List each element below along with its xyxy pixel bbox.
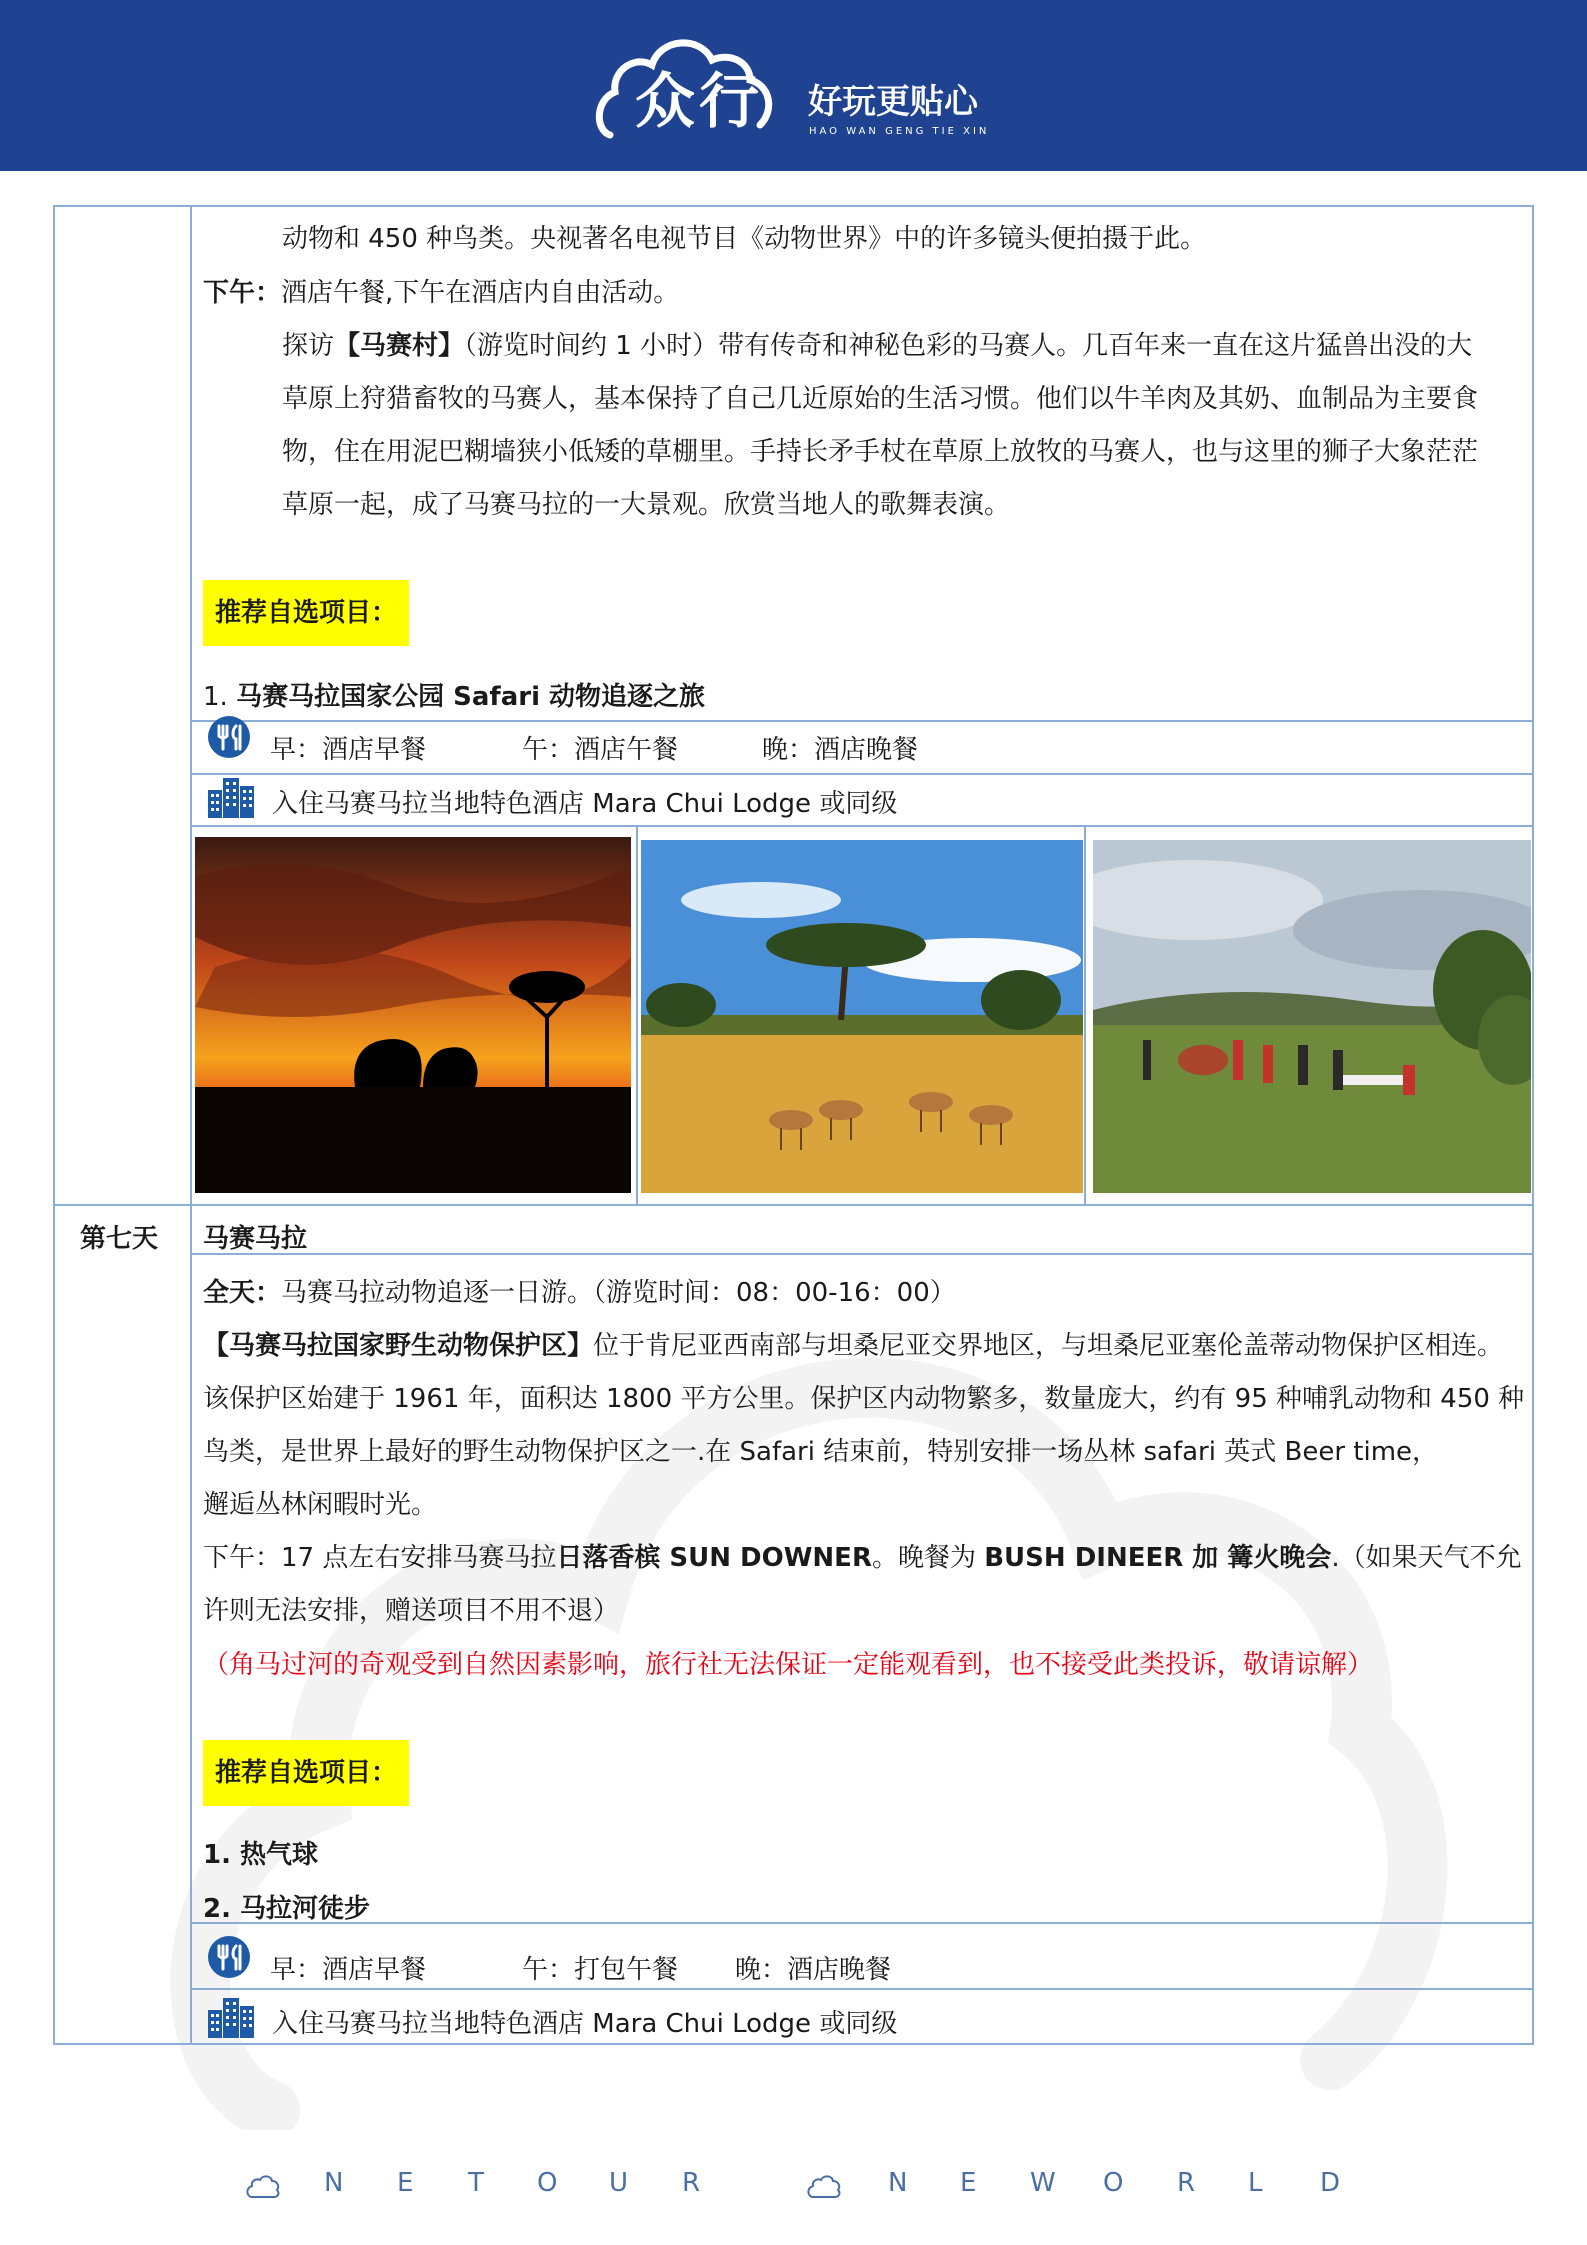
table-border-left	[53, 205, 55, 2045]
breakfast-text: 早：酒店早餐	[270, 1955, 427, 1985]
footer-letter: R	[682, 2168, 701, 2198]
hotel-building-icon	[206, 776, 256, 818]
row-line	[190, 1988, 1534, 1990]
page-header	[0, 0, 1587, 171]
day-place: 马赛马拉	[203, 1224, 308, 1254]
footer-letter: U	[609, 2168, 629, 2198]
row-line	[190, 1253, 1534, 1255]
footer-letter: L	[1248, 2168, 1263, 2198]
pm-mid: 。晚餐为	[871, 1543, 985, 1573]
footer-letter: O	[537, 2168, 558, 2198]
table-border-top	[53, 205, 1534, 207]
visit-prefix: 探访	[282, 331, 335, 361]
row-line	[190, 1922, 1534, 1924]
visit-line-1	[282, 329, 1472, 363]
reserve-line-2: 该保护区始建于 1961 年，面积达 1800 平方公里。保护区内动物繁多，数量庞大，约有 95 种哺乳动物和 450 种	[203, 1384, 1525, 1414]
maasai-village-title: 【马赛村】	[334, 331, 465, 361]
hotel-building-icon	[206, 1996, 256, 2038]
row-line	[190, 773, 1534, 775]
table-column-divider	[190, 205, 192, 2045]
photo-sunset-elephants	[195, 837, 631, 1193]
table-border-bottom	[53, 2043, 1534, 2045]
dinner-text: 晚：酒店晚餐	[735, 1955, 892, 1985]
footer-letter: E	[960, 2168, 977, 2198]
optional-title-highlight: 推荐自选项目：	[203, 1740, 409, 1806]
pm-prefix: 下午：17 点左右安排马赛马拉	[203, 1543, 557, 1573]
lunch-text: 午：打包午餐	[522, 1955, 679, 1985]
optional-item-2: 2. 马拉河徒步	[203, 1894, 371, 1924]
lunch-text: 午：酒店午餐	[522, 735, 679, 765]
optional-title-highlight: 推荐自选项目：	[203, 580, 409, 646]
cloud-icon	[245, 2174, 281, 2200]
pm-line-2: 许则无法安排，赠送项目不用不退）	[203, 1596, 620, 1626]
sundowner-title: 日落香槟 SUN DOWNER	[556, 1543, 872, 1573]
brand-pinyin: HAO WAN GENG TIE XIN	[809, 126, 990, 137]
reserve-line-4: 邂逅丛林闲暇时光。	[203, 1490, 438, 1520]
utensils-icon	[208, 1936, 250, 1978]
visit-line-3: 物，住在用泥巴糊墙狭小低矮的草棚里。手持长矛手杖在草原上放牧的马赛人，也与这里的狮子大象茫茫	[282, 437, 1479, 467]
table-border-right	[1532, 205, 1534, 2045]
utensils-icon	[208, 716, 250, 758]
hotel-text: 入住马赛马拉当地特色酒店 Mara Chui Lodge 或同级	[272, 789, 898, 819]
visit-line-4: 草原一起，成了马赛马拉的一大景观。欣赏当地人的歌舞表演。	[282, 490, 1011, 520]
cloud-icon	[806, 2174, 842, 2200]
photo-gazelles-savanna	[641, 840, 1083, 1193]
photo-bush-breakfast-camp	[1093, 840, 1531, 1193]
breakfast-text: 早：酒店早餐	[270, 735, 427, 765]
bush-dinner-title: BUSH DINEER 加 篝火晚会	[984, 1543, 1332, 1573]
pm-suffix: .（如果天气不允	[1331, 1543, 1522, 1573]
footer-letter: N	[888, 2168, 908, 2198]
afternoon-text: 酒店午餐,下午在酒店内自由活动。	[281, 278, 680, 308]
brand-name: 众行	[635, 67, 763, 137]
page-footer	[0, 2168, 1587, 2208]
brand-logo	[590, 30, 1010, 150]
visit-line-2: 草原上狩猎畜牧的马赛人，基本保持了自己几近原始的生活习惯。他们以牛羊肉及其奶、血制品为主要食	[282, 384, 1479, 414]
footer-letter: O	[1103, 2168, 1124, 2198]
footer-letter: W	[1030, 2168, 1056, 2198]
reserve-line-3: 鸟类，是世界上最好的野生动物保护区之一.在 Safari 结束前，特别安排一场丛林 safari 英式 Beer time，	[203, 1437, 1439, 1467]
row-line	[190, 720, 1534, 722]
optional-item-number: 1.	[203, 682, 228, 712]
fullday-text: 马赛马拉动物追逐一日游。（游览时间：08：00-16：00）	[281, 1278, 956, 1308]
optional-item-1	[203, 680, 705, 714]
afternoon-label: 下午：	[203, 278, 282, 308]
footer-letter: R	[1177, 2168, 1196, 2198]
day-label: 第七天	[80, 1224, 159, 1254]
footer-letter: N	[324, 2168, 344, 2198]
footer-letter: T	[468, 2168, 484, 2198]
notice-text: （角马过河的奇观受到自然因素影响，旅行社无法保证一定能观看到，也不接受此类投诉，敬请谅解）	[203, 1650, 1374, 1680]
row-line-day	[53, 1204, 1534, 1206]
reserve-line-1	[203, 1329, 1503, 1363]
fullday-label: 全天：	[203, 1278, 282, 1308]
reserve-title: 【马赛马拉国家野生动物保护区】	[203, 1331, 594, 1361]
row-line	[190, 825, 1534, 827]
footer-letter: D	[1320, 2168, 1341, 2198]
optional-item-1: 1. 热气球	[203, 1840, 319, 1870]
pm-line-1	[203, 1541, 1522, 1575]
hotel-text: 入住马赛马拉当地特色酒店 Mara Chui Lodge 或同级	[272, 2009, 898, 2039]
photo-divider	[1084, 825, 1086, 1205]
fullday-line	[203, 1276, 956, 1310]
footer-letter: E	[397, 2168, 414, 2198]
dinner-text: 晚：酒店晚餐	[762, 735, 919, 765]
text-line: 动物和 450 种鸟类。央视著名电视节目《动物世界》中的许多镜头便拍摄于此。	[282, 224, 1207, 254]
optional-item-text: 马赛马拉国家公园 Safari 动物追逐之旅	[236, 682, 706, 712]
brand-slogan: 好玩更贴心	[808, 82, 978, 122]
visit-line1-rest: （游览时间约 1 小时）带有传奇和神秘色彩的马赛人。几百年来一直在这片猛兽出没的大	[464, 331, 1473, 361]
reserve-line1-rest: 位于肯尼亚西南部与坦桑尼亚交界地区，与坦桑尼亚塞伦盖蒂动物保护区相连。	[593, 1331, 1504, 1361]
afternoon-line	[203, 276, 679, 310]
photo-divider	[636, 825, 638, 1205]
